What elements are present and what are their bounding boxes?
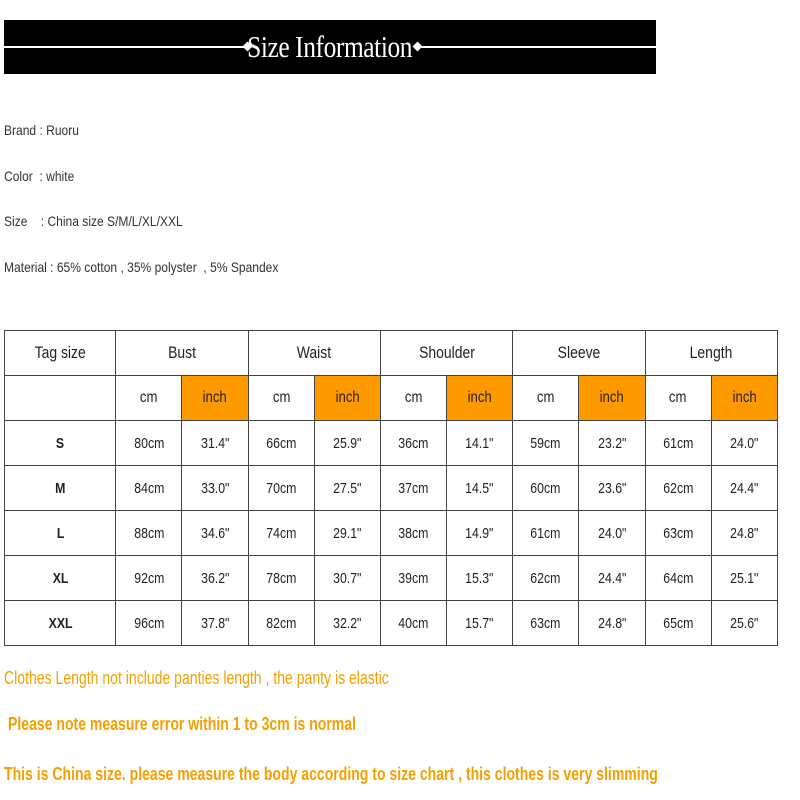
- measurement-cell: 84cm: [116, 466, 182, 511]
- size-information-banner: [4, 20, 656, 74]
- unit-inch-cell: inch: [182, 376, 248, 421]
- measurement-cell: 96cm: [116, 601, 182, 646]
- color-text: Color : white: [4, 168, 75, 184]
- tag-size-cell: S: [5, 421, 116, 466]
- material-text: Material : 65% cotton , 35% polyster , 5% Spandex: [4, 259, 279, 275]
- measurement-cell: 24.4": [579, 556, 645, 601]
- empty-cell: [5, 376, 116, 421]
- unit-cm-cell: cm: [380, 376, 446, 421]
- unit-inch-cell: inch: [314, 376, 380, 421]
- waist-header: Waist: [248, 331, 380, 376]
- measurement-cell: 14.1": [447, 421, 513, 466]
- measurement-cell: 61cm: [645, 421, 711, 466]
- measurement-cell: 66cm: [248, 421, 314, 466]
- measurement-cell: 24.0": [711, 421, 777, 466]
- measurement-cell: 27.5": [314, 466, 380, 511]
- unit-inch-cell: inch: [447, 376, 513, 421]
- size-text: Size : China size S/M/L/XL/XXL: [4, 213, 183, 229]
- measurement-cell: 74cm: [248, 511, 314, 556]
- measurement-cell: 70cm: [248, 466, 314, 511]
- tag-size-cell: M: [5, 466, 116, 511]
- measurement-cell: 63cm: [513, 601, 579, 646]
- measurement-cell: 64cm: [645, 556, 711, 601]
- banner-left-rule: [4, 46, 244, 48]
- measurement-cell: 37cm: [380, 466, 446, 511]
- tag-size-cell: XL: [5, 556, 116, 601]
- tag-size-cell: L: [5, 511, 116, 556]
- banner-right-rule: [420, 46, 656, 48]
- measurement-cell: 15.7": [447, 601, 513, 646]
- measurement-cell: 15.3": [447, 556, 513, 601]
- unit-cm-cell: cm: [116, 376, 182, 421]
- unit-cm-cell: cm: [248, 376, 314, 421]
- measurement-cell: 82cm: [248, 601, 314, 646]
- measurement-cell: 23.6": [579, 466, 645, 511]
- table-header-row: [5, 331, 778, 376]
- unit-inch-cell: inch: [579, 376, 645, 421]
- measurement-cell: 34.6": [182, 511, 248, 556]
- measurement-cell: 59cm: [513, 421, 579, 466]
- measurement-cell: 37.8": [182, 601, 248, 646]
- table-row: [5, 601, 778, 646]
- measurement-cell: 62cm: [513, 556, 579, 601]
- unit-cm-cell: cm: [645, 376, 711, 421]
- measurement-cell: 23.2": [579, 421, 645, 466]
- measurement-cell: 14.5": [447, 466, 513, 511]
- measurement-cell: 24.8": [579, 601, 645, 646]
- tag-size-cell: XXL: [5, 601, 116, 646]
- table-unit-row: [5, 376, 778, 421]
- measurement-cell: 39cm: [380, 556, 446, 601]
- measurement-cell: 65cm: [645, 601, 711, 646]
- measurement-cell: 36.2": [182, 556, 248, 601]
- note-china-size: This is China size. please measure the body according to size chart , this clothes is very slimming: [4, 764, 658, 784]
- measurement-cell: 38cm: [380, 511, 446, 556]
- measurement-cell: 80cm: [116, 421, 182, 466]
- note-measure-error: Please note measure error within 1 to 3cm is normal: [8, 714, 357, 734]
- measurement-cell: 24.4": [711, 466, 777, 511]
- table-row: [5, 421, 778, 466]
- table-row: [5, 556, 778, 601]
- measurement-cell: 25.9": [314, 421, 380, 466]
- unit-inch-cell: inch: [711, 376, 777, 421]
- brand-text: Brand : Ruoru: [4, 122, 79, 138]
- length-header: Length: [645, 331, 777, 376]
- size-rows: [5, 421, 778, 646]
- table-row: [5, 511, 778, 556]
- size-chart-table: [4, 330, 778, 646]
- sleeve-header: Sleeve: [513, 331, 645, 376]
- table-row: [5, 466, 778, 511]
- note-clothes-length: Clothes Length not include panties length , the panty is elastic: [4, 668, 389, 688]
- measurement-cell: 32.2": [314, 601, 380, 646]
- measurement-cell: 25.6": [711, 601, 777, 646]
- measurement-cell: 30.7": [314, 556, 380, 601]
- measurement-cell: 31.4": [182, 421, 248, 466]
- measurement-cell: 33.0": [182, 466, 248, 511]
- measurement-cell: 63cm: [645, 511, 711, 556]
- measurement-cell: 24.8": [711, 511, 777, 556]
- measurement-cell: 40cm: [380, 601, 446, 646]
- measurement-cell: 92cm: [116, 556, 182, 601]
- unit-cm-cell: cm: [513, 376, 579, 421]
- shoulder-header: Shoulder: [380, 331, 512, 376]
- measurement-cell: 14.9": [447, 511, 513, 556]
- measurement-cell: 61cm: [513, 511, 579, 556]
- measurement-cell: 62cm: [645, 466, 711, 511]
- measurement-cell: 29.1": [314, 511, 380, 556]
- measurement-cell: 24.0": [579, 511, 645, 556]
- measurement-cell: 36cm: [380, 421, 446, 466]
- measurement-cell: 78cm: [248, 556, 314, 601]
- tag-size-header: Tag size: [5, 331, 116, 376]
- bust-header: Bust: [116, 331, 248, 376]
- measurement-cell: 60cm: [513, 466, 579, 511]
- measurement-cell: 88cm: [116, 511, 182, 556]
- banner-title: Size Information: [247, 29, 413, 64]
- measurement-cell: 25.1": [711, 556, 777, 601]
